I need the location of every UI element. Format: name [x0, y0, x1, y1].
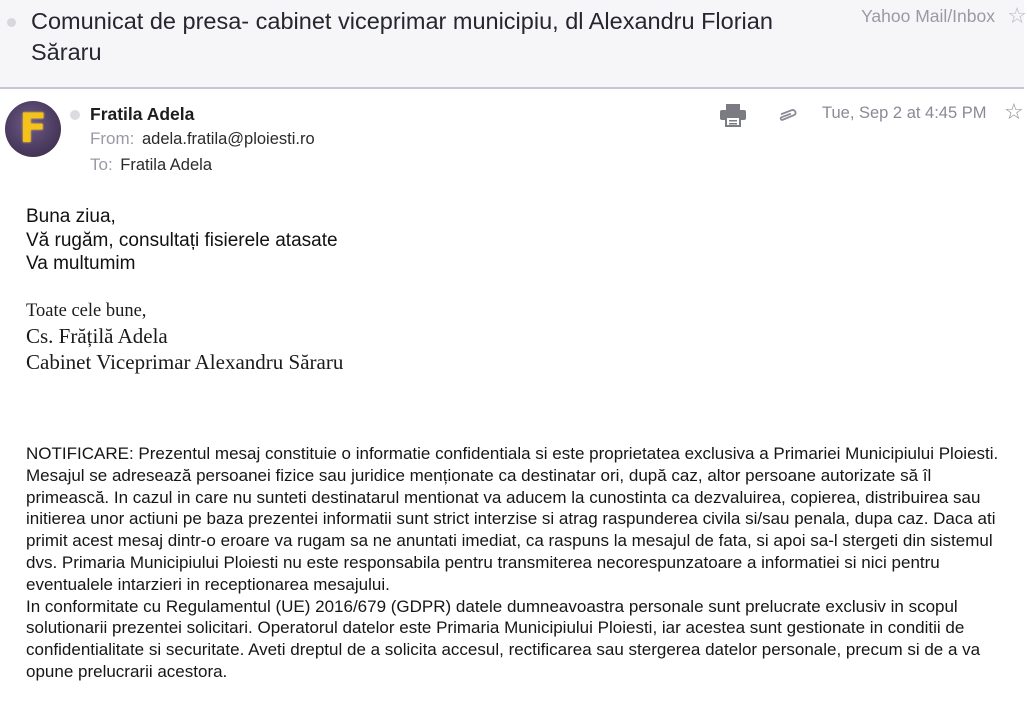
- from-label: From:: [90, 129, 135, 148]
- from-row: [90, 129, 315, 149]
- star-icon[interactable]: ☆: [1007, 3, 1027, 28]
- folder-breadcrumb[interactable]: Yahoo Mail/Inbox: [861, 6, 995, 26]
- signature-closing: Toate cele bune,: [26, 301, 147, 321]
- signature-name: Cs. Frățilă Adela: [26, 324, 168, 348]
- star-icon[interactable]: ☆: [1004, 99, 1024, 124]
- notice-paragraph: NOTIFICARE: Prezentul mesaj constituie o informatie confidentiala si este proprietatea exclusiva a Primariei Municipiului Ploiesti. Mesajul se adresează persoanei fizice sau juridice menționate ca destinatar ori, după caz, altor persoane autorizate să îl primească. In cazul in care nu sunteti destinatarul mentionat va aducem la cunostinta ca dezvaluirea, copierea, distribuirea sau initierea unor actiuni pe baza prezentei informatii sunt strict interzise si atrag raspunderea civila si/sau penala, dupa caz. Daca ati primit acest mesaj dintr-o eroare va rugam sa ne anuntati imediat, ca raspuns la mesajul de fata, si apoi sa-l stergeti din sistemul dvs. Primaria Municipiului Ploiesti nu este responsabila pentru transmiterea necorespunzatoare a informatiei si nici pentru eventualele intarzieri in receptionarea mesajului.: [26, 444, 999, 594]
- email-subject: Comunicat de presa- cabinet viceprimar municipiu, dl Alexandru Florian Săraru: [31, 8, 773, 65]
- gdpr-paragraph: In conformitate cu Regulamentul (UE) 2016/679 (GDPR) datele dumneavoastra personale sunt prelucrate exclusiv in scopul solutionarii prezentei solicitari. Operatorul datelor este Primaria Municipiului Ploiesti, iar acestea sunt gestionate in conditii de confidentialitate si securitate. Aveti dreptul de a solicita accesul, rectificarea sau stergerea datelor personale, precum si de a va opune prelucrarii acestora.: [26, 596, 981, 681]
- to-recipient[interactable]: Fratila Adela: [120, 156, 212, 174]
- read-status-dot-icon[interactable]: [70, 110, 80, 120]
- message-date: Tue, Sep 2 at 4:45 PM: [822, 104, 987, 122]
- to-row: [90, 155, 212, 175]
- paperclip-icon: [775, 106, 799, 128]
- message-greeting: [26, 205, 338, 276]
- attachments-button[interactable]: [775, 106, 799, 128]
- sender-avatar[interactable]: [5, 101, 61, 157]
- print-icon: [720, 104, 746, 126]
- sender-name[interactable]: Fratila Adela: [90, 104, 195, 124]
- print-button[interactable]: [720, 104, 746, 126]
- greeting-line: Buna ziua,: [26, 206, 116, 227]
- from-address[interactable]: adela.fratila@ploiesti.ro: [141, 130, 315, 148]
- signature-office: Cabinet Viceprimar Alexandru Săraru: [26, 350, 344, 374]
- greeting-line: Vă rugăm, consultați fisierele atasate: [26, 229, 338, 251]
- to-label: To:: [90, 155, 113, 174]
- unread-dot-icon[interactable]: [7, 18, 16, 27]
- confidentiality-notice: [26, 443, 1016, 683]
- greeting-line: Va multumim: [26, 253, 136, 274]
- subject-header: [0, 0, 1027, 89]
- avatar-letter: F: [19, 106, 47, 152]
- email-signature: [26, 299, 343, 375]
